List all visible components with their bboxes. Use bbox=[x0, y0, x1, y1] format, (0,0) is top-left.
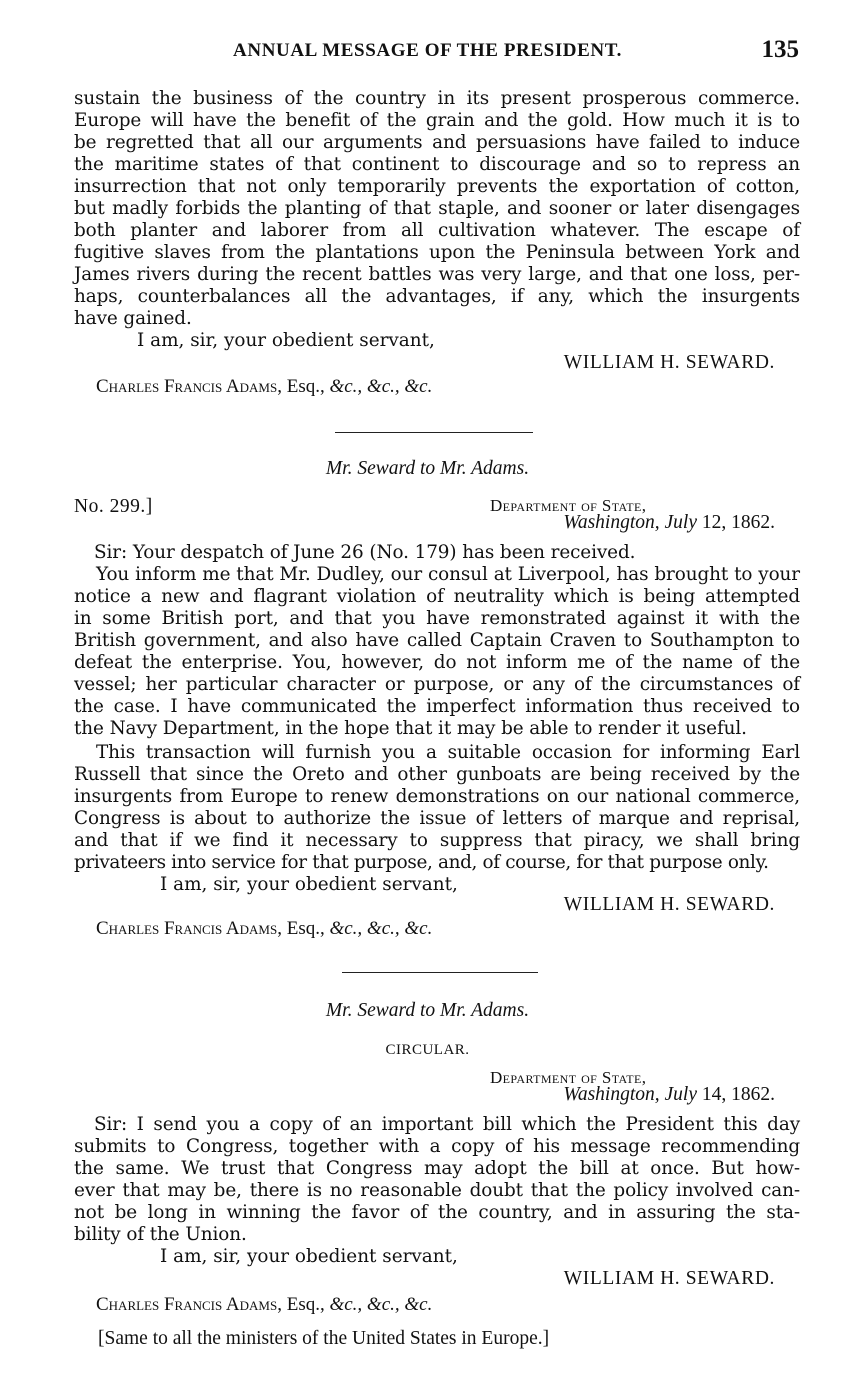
dateline bbox=[563, 1084, 775, 1106]
text-line: Sir: I send you a copy of an important bill which the President this day bbox=[94, 1114, 800, 1135]
page-number: 135 bbox=[761, 36, 799, 63]
text-line: be regretted that all our arguments and persuasions have failed to induce bbox=[74, 132, 800, 153]
text-line: but madly forbids the planting of that staple, and sooner or later disengages bbox=[74, 198, 800, 219]
signature: WILLIAM H. SEWARD. bbox=[563, 1268, 775, 1289]
text-line: Sir: Your despatch of June 26 (No. 179) has been received. bbox=[94, 542, 636, 563]
text-line: notice a new and flagrant violation of neutrality which is being attempted bbox=[74, 586, 800, 607]
text-line: the Navy Department, in the hope that it may be able to render it useful. bbox=[74, 718, 747, 739]
department-name: Department of State, bbox=[490, 1068, 647, 1087]
text-line: in some British port, and that you have remonstrated against it with the bbox=[74, 608, 800, 629]
addressee-title: , Esq., bbox=[277, 918, 330, 939]
text-line: Russell that since the Oreto and other gunboats are being received by the bbox=[74, 764, 800, 785]
text-line: James rivers during the recent battles was very large, and that one loss, per- bbox=[74, 264, 800, 285]
addressee-name: Charles Francis Adams bbox=[96, 1294, 278, 1315]
text-line: insurrection that not only temporarily prevents the exportation of cotton, bbox=[74, 176, 800, 197]
text-line: defeat the enterprise. You, however, do not inform me of the name of the bbox=[74, 652, 800, 673]
despatch-number: No. 299.] bbox=[74, 496, 153, 517]
dateline-date: 12, 1862. bbox=[697, 512, 775, 533]
closing-salutation: I am, sir, your obedient servant, bbox=[160, 874, 458, 895]
dateline-date: 14, 1862. bbox=[697, 1084, 775, 1105]
addressee-name: Charles Francis Adams bbox=[96, 918, 278, 939]
addressee bbox=[96, 918, 432, 940]
text-line: vessel; her particular character or purpose, or any of the circumstances of bbox=[74, 674, 800, 695]
addressee bbox=[96, 1294, 432, 1316]
letter-heading: Mr. Seward to Mr. Adams. bbox=[325, 458, 530, 479]
section-divider bbox=[335, 432, 533, 433]
text-line: fugitive slaves from the plantations upon the Peninsula between York and bbox=[74, 242, 800, 263]
text-line: privateers into service for that purpose, and, of course, for that purpose only. bbox=[74, 852, 769, 873]
text-line: the maritime states of that continent to discourage and so to repress an bbox=[74, 154, 800, 175]
text-line: the case. I have communicated the imperfect information thus received to bbox=[74, 696, 800, 717]
text-line: and that if we find it necessary to suppress that piracy, we shall bring bbox=[74, 830, 800, 851]
text-line: both planter and laborer from all cultivation whatever. The escape of bbox=[74, 220, 800, 241]
text-line: the same. We trust that Congress may adopt the bill at once. But how- bbox=[74, 1158, 800, 1179]
addressee-etc: &c., &c., &c. bbox=[329, 918, 433, 939]
section-divider bbox=[342, 972, 538, 973]
dateline-place: Washington, July bbox=[563, 512, 697, 533]
distribution-note: [Same to all the ministers of the United States in Europe.] bbox=[98, 1328, 550, 1349]
text-line: insurgents from Europe to renew demonstrations on our national commerce, bbox=[74, 786, 800, 807]
text-line: haps, counterbalances all the advantages, if any, which the insurgents bbox=[74, 286, 800, 307]
closing-salutation: I am, sir, your obedient servant, bbox=[137, 330, 435, 351]
addressee-name: Charles Francis Adams bbox=[96, 376, 278, 397]
text-line: have gained. bbox=[74, 308, 192, 329]
text-line: not be long in winning the favor of the country, and in assuring the sta- bbox=[74, 1202, 800, 1223]
signature: WILLIAM H. SEWARD. bbox=[563, 352, 775, 373]
text-line: British government, and also have called Captain Craven to Southampton to bbox=[74, 630, 800, 651]
text-line: ever that may be, there is no reasonable doubt that the policy involved can- bbox=[74, 1180, 800, 1201]
closing-salutation: I am, sir, your obedient servant, bbox=[160, 1246, 458, 1267]
dateline bbox=[563, 512, 775, 534]
text-line: Europe will have the benefit of the grain and the gold. How much it is to bbox=[74, 110, 800, 131]
department-name: Department of State, bbox=[490, 496, 647, 515]
addressee bbox=[96, 376, 432, 398]
signature: WILLIAM H. SEWARD. bbox=[563, 894, 775, 915]
text-line: This transaction will furnish you a suitable occasion for informing Earl bbox=[96, 742, 800, 763]
dateline-place: Washington, July bbox=[563, 1084, 697, 1105]
text-line: sustain the business of the country in its present prosperous commerce. bbox=[74, 88, 800, 109]
text-line: submits to Congress, together with a copy of his message recommending bbox=[74, 1136, 800, 1157]
text-line: bility of the Union. bbox=[74, 1224, 247, 1245]
text-line: You inform me that Mr. Dudley, our consul at Liverpool, has brought to your bbox=[96, 564, 800, 585]
circular-label: CIRCULAR. bbox=[385, 1042, 470, 1058]
addressee-title: , Esq., bbox=[277, 376, 330, 397]
addressee-title: , Esq., bbox=[277, 1294, 330, 1315]
text-line: Congress is about to authorize the issue of letters of marque and reprisal, bbox=[74, 808, 800, 829]
running-title: ANNUAL MESSAGE OF THE PRESIDENT. bbox=[233, 40, 622, 61]
addressee-etc: &c., &c., &c. bbox=[329, 1294, 433, 1315]
addressee-etc: &c., &c., &c. bbox=[329, 376, 433, 397]
letter-heading: Mr. Seward to Mr. Adams. bbox=[325, 1000, 530, 1021]
